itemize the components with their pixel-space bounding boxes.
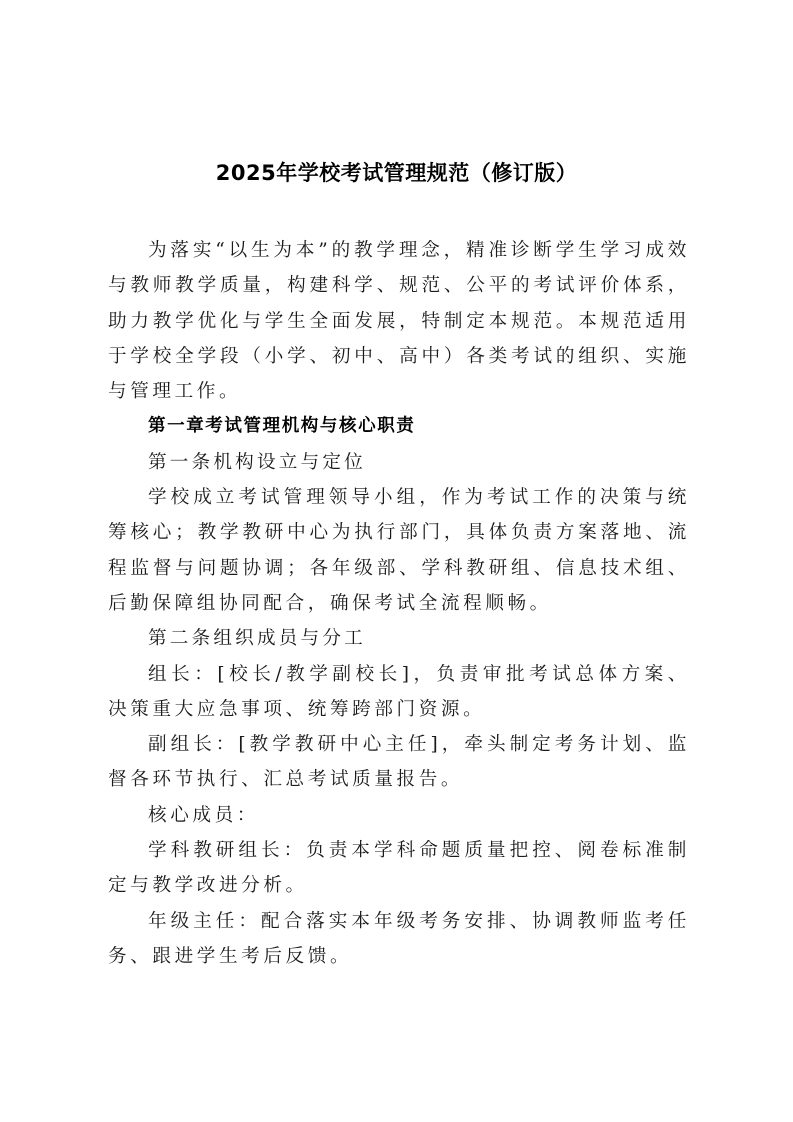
article-1-heading: 第一条机构设立与定位 xyxy=(148,451,366,473)
article-1-paragraph: 学校成立考试管理领导小组，作为考试工作的决策与统筹核心；教学教研中心为执行部门，具体负责方案落地、流程监督与问题协调；各年级部、学科教研组、信息技术组、后勤保障组协同配合，确保考试全流程顺畅。 xyxy=(108,487,690,614)
chapter-1-heading: 第一章考试管理机构与核心职责 xyxy=(148,416,416,437)
core-members-label: 核心成员： xyxy=(148,804,259,826)
leader-paragraph: 组长：[校长/教学副校长]，负责审批考试总体方案、决策重大应急事项、统筹跨部门资源。 xyxy=(108,663,690,720)
article-2-heading: 第二条组织成员与分工 xyxy=(148,628,366,650)
subject-lead-paragraph: 学科教研组长：负责本学科命题质量把控、阅卷标准制定与教学改进分析。 xyxy=(108,840,690,897)
grade-director-paragraph: 年级主任：配合落实本年级考务安排、协调教师监考任务、跟进学生考后反馈。 xyxy=(108,910,690,967)
document-body xyxy=(108,233,690,974)
deputy-leader-paragraph: 副组长：[教学教研中心主任]，牵头制定考务计划、监督各环节执行、汇总考试质量报告。 xyxy=(108,734,690,791)
document-title: 2025年学校考试管理规范（修订版） xyxy=(215,161,578,185)
intro-paragraph: 为落实“以生为本”的教学理念，精准诊断学生学习成效与教师教学质量，构建科学、规范、公平的考试评价体系，助力教学优化与学生全面发展，特制定本规范。本规范适用于学校全学段（小学、初中、高中）各类考试的组织、实施与管理工作。 xyxy=(108,240,690,403)
